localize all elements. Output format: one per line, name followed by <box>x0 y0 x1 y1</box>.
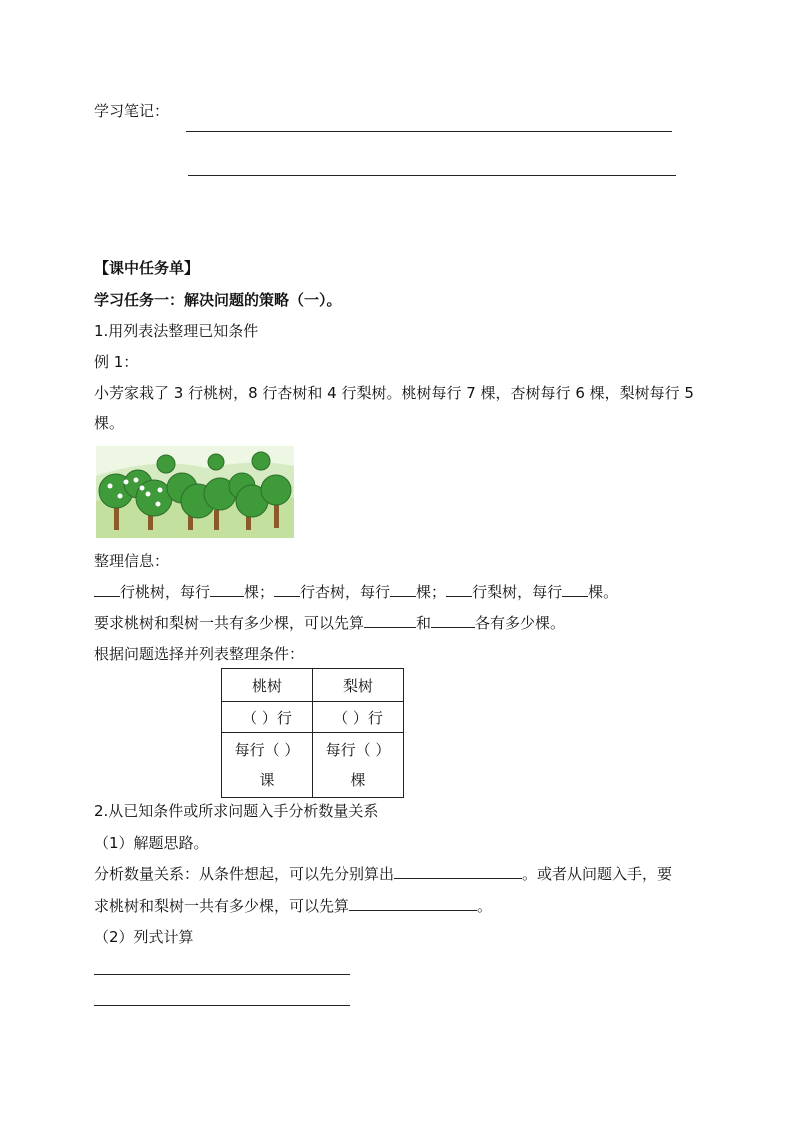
s1-text-f: 棵。 <box>588 583 619 601</box>
section-header: 【课中任务单】 <box>94 259 200 277</box>
peach-each-line2: 课 <box>259 771 275 789</box>
blank-pear-each[interactable] <box>562 582 588 597</box>
answer-line-2[interactable] <box>94 1005 350 1006</box>
table-header-pear: 梨树 <box>313 669 404 702</box>
conditions-table <box>221 668 404 798</box>
notes-label: 学习笔记： <box>94 102 170 120</box>
analysis-text-c: 求桃树和梨树一共有多少棵，可以先算 <box>94 897 350 915</box>
notes-line-2[interactable] <box>188 175 676 176</box>
s1-text-e: 行梨树，每行 <box>472 583 563 601</box>
blank-apricot-each[interactable] <box>390 582 416 597</box>
peach-each-line1: 每行（ ） <box>234 741 300 759</box>
blank-analysis-1[interactable] <box>394 864 522 879</box>
blank-apricot-rows[interactable] <box>274 582 300 597</box>
organize-sentence-2 <box>94 613 565 633</box>
orchard-trees-illustration <box>96 446 294 538</box>
blank-first[interactable] <box>364 613 416 628</box>
s1-text-b: 棵； <box>244 583 275 601</box>
analysis-line-2 <box>94 896 492 916</box>
pear-each-line1: 每行（ ） <box>325 741 391 759</box>
analysis-text-d: 。 <box>477 897 493 915</box>
notes-line-1[interactable] <box>186 131 672 132</box>
s2-text-b: 和 <box>416 614 432 632</box>
example-label: 例 1： <box>94 353 139 371</box>
table-cell-pear-rows[interactable]: （ ）行 <box>313 702 404 733</box>
table-cell-peach-each[interactable] <box>222 733 313 798</box>
organize-label: 整理信息： <box>94 552 170 570</box>
blank-second[interactable] <box>431 613 475 628</box>
blank-pear-rows[interactable] <box>446 582 472 597</box>
organize-sentence-1 <box>94 582 618 602</box>
step2-sub1: （1）解题思路。 <box>94 834 209 852</box>
analysis-line-1 <box>94 864 672 884</box>
organize-sentence-3: 根据问题选择并列表整理条件： <box>94 645 305 663</box>
answer-line-1[interactable] <box>94 974 350 975</box>
analysis-text-a: 分析数量关系：从条件想起，可以先分别算出 <box>94 865 395 883</box>
analysis-text-b: 。或者从问题入手，要 <box>522 865 673 883</box>
blank-peach-rows[interactable] <box>94 582 120 597</box>
s1-text-a: 行桃树，每行 <box>120 583 211 601</box>
step1-title: 1.用列表法整理已知条件 <box>94 322 259 340</box>
task1-title: 学习任务一：解决问题的策略（一）。 <box>94 291 342 309</box>
example-text-line1: 小芳家栽了 3 行桃树，8 行杏树和 4 行梨树。桃树每行 7 棵，杏树每行 6 棵，梨树每行 5 <box>94 384 694 402</box>
blank-peach-each[interactable] <box>210 582 244 597</box>
s1-text-d: 棵； <box>416 583 447 601</box>
s2-text-a: 要求桃树和梨树一共有多少棵，可以先算 <box>94 614 365 632</box>
example-text-line2: 棵。 <box>94 414 125 432</box>
table-cell-pear-each[interactable] <box>313 733 404 798</box>
step2-title: 2.从已知条件或所求问题入手分析数量关系 <box>94 802 379 820</box>
blank-analysis-2[interactable] <box>349 896 477 911</box>
pear-each-line2: 棵 <box>350 771 366 789</box>
table-cell-peach-rows[interactable]: （ ）行 <box>222 702 313 733</box>
s1-text-c: 行杏树，每行 <box>300 583 391 601</box>
table-header-peach: 桃树 <box>222 669 313 702</box>
s2-text-c: 各有多少棵。 <box>475 614 566 632</box>
step2-sub2: （2）列式计算 <box>94 928 194 946</box>
